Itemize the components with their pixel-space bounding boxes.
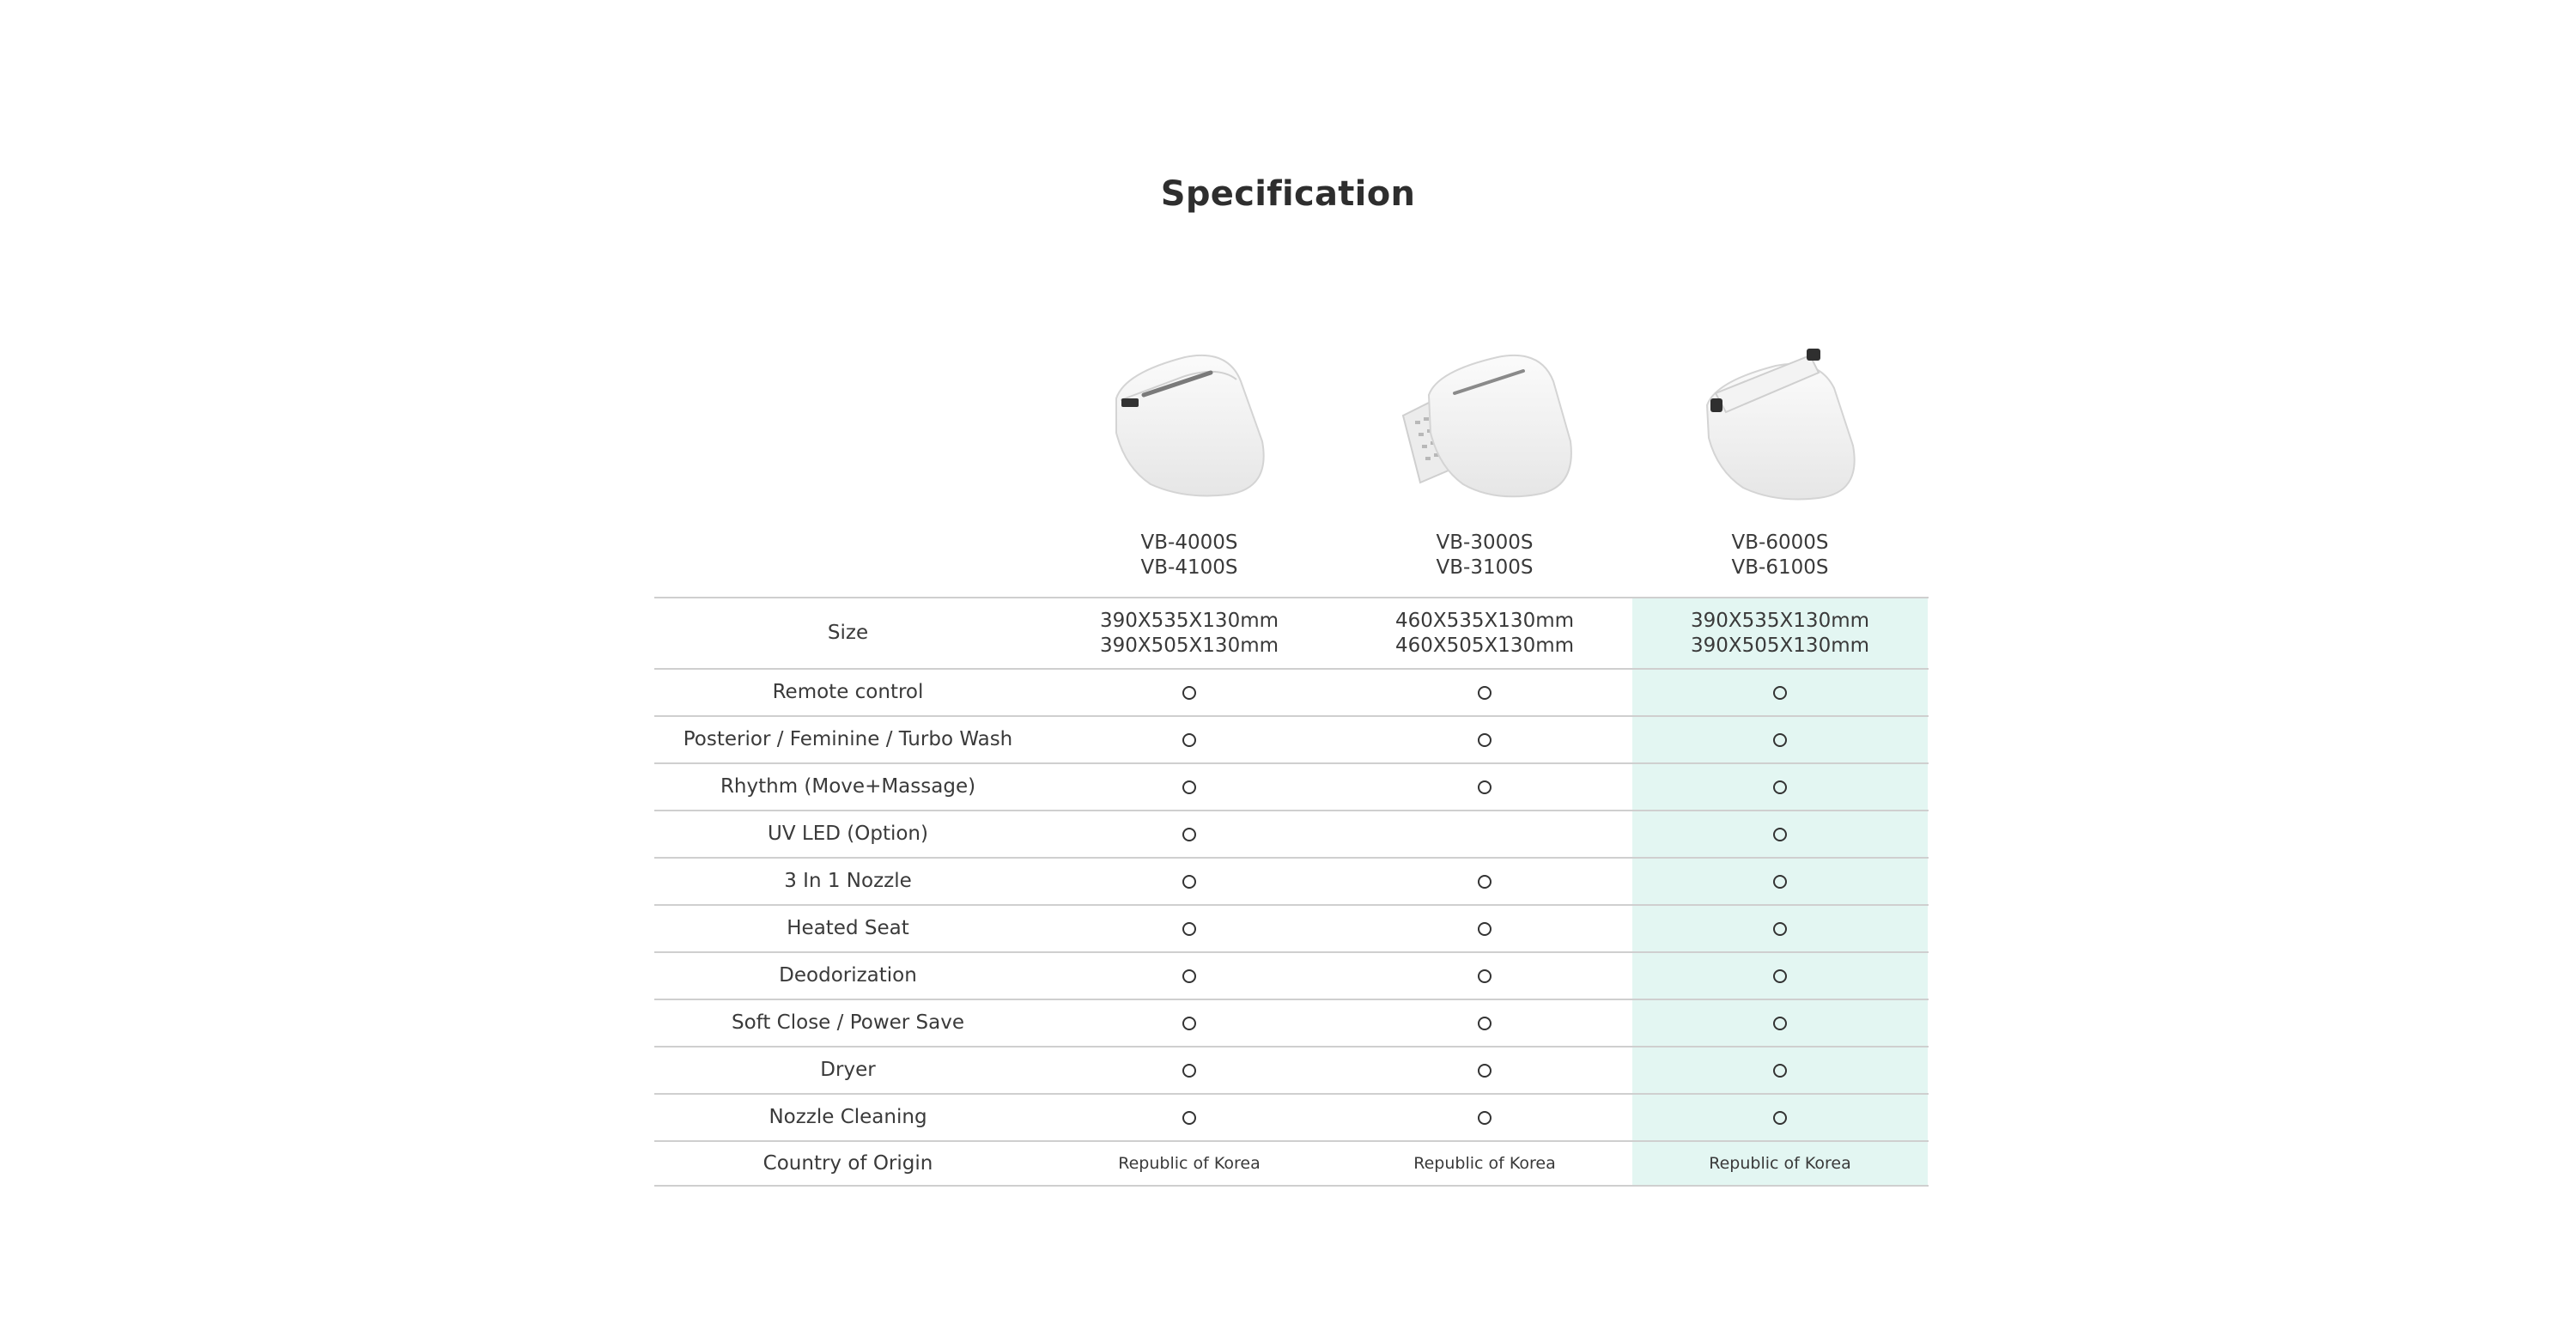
supported-circle-icon bbox=[1182, 875, 1196, 889]
supported-circle-icon bbox=[1182, 686, 1196, 700]
product-model-secondary: VB-6100S bbox=[1731, 556, 1829, 579]
table-row bbox=[654, 953, 1929, 1000]
supported-circle-icon bbox=[1773, 1111, 1787, 1125]
feature-cell bbox=[1042, 1095, 1337, 1140]
row-label: Remote control bbox=[772, 681, 924, 703]
feature-cell bbox=[1042, 764, 1337, 810]
product-model-primary: VB-3000S bbox=[1436, 531, 1534, 554]
feature-cell bbox=[1632, 953, 1928, 999]
size-line-2: 460X505X130mm bbox=[1394, 634, 1575, 657]
table-row bbox=[654, 906, 1929, 953]
row-label: Deodorization bbox=[779, 964, 917, 987]
supported-circle-icon bbox=[1182, 828, 1196, 841]
supported-circle-icon bbox=[1182, 1111, 1196, 1125]
feature-cell bbox=[1042, 953, 1337, 999]
table-row bbox=[654, 1047, 1929, 1095]
size-value-3 bbox=[1632, 598, 1928, 668]
product-column-2 bbox=[1337, 338, 1632, 597]
feature-cell bbox=[1632, 670, 1928, 715]
supported-circle-icon bbox=[1182, 969, 1196, 983]
supported-circle-icon bbox=[1182, 1017, 1196, 1030]
size-value-1 bbox=[1042, 598, 1337, 668]
origin-value-3: Republic of Korea bbox=[1632, 1142, 1928, 1185]
supported-circle-icon bbox=[1478, 733, 1492, 747]
supported-circle-icon bbox=[1773, 733, 1787, 747]
table-row bbox=[654, 811, 1929, 859]
spec-table bbox=[654, 338, 1929, 1187]
feature-cell bbox=[1337, 906, 1632, 951]
supported-circle-icon bbox=[1182, 780, 1196, 794]
supported-circle-icon bbox=[1182, 1064, 1196, 1078]
row-label: UV LED (Option) bbox=[768, 823, 928, 845]
product-name-2 bbox=[1337, 531, 1632, 580]
page-title: Specification bbox=[1160, 174, 1416, 214]
product-model-secondary: VB-4100S bbox=[1140, 556, 1238, 579]
header-spacer bbox=[654, 338, 1042, 597]
product-model-primary: VB-6000S bbox=[1731, 531, 1829, 554]
feature-cell bbox=[1632, 906, 1928, 951]
supported-circle-icon bbox=[1478, 875, 1492, 889]
supported-circle-icon bbox=[1182, 733, 1196, 747]
row-label: Dryer bbox=[820, 1059, 876, 1081]
bidet-seat-image-2 bbox=[1386, 338, 1583, 510]
feature-cell bbox=[1632, 859, 1928, 904]
feature-cell bbox=[1337, 953, 1632, 999]
table-row bbox=[654, 859, 1929, 906]
product-name-1 bbox=[1042, 531, 1337, 580]
supported-circle-icon bbox=[1478, 969, 1492, 983]
row-label: Size bbox=[827, 622, 869, 644]
row-label: Country of Origin bbox=[762, 1151, 933, 1175]
product-name-3 bbox=[1632, 531, 1928, 580]
size-line-1: 390X535X130mm bbox=[1099, 609, 1279, 632]
feature-cell bbox=[1337, 717, 1632, 762]
supported-circle-icon bbox=[1478, 922, 1492, 936]
supported-circle-icon bbox=[1773, 1064, 1787, 1078]
feature-cell bbox=[1042, 906, 1337, 951]
supported-circle-icon bbox=[1773, 780, 1787, 794]
supported-circle-icon bbox=[1478, 1064, 1492, 1078]
product-model-primary: VB-4000S bbox=[1140, 531, 1238, 554]
bidet-seat-image-3 bbox=[1681, 338, 1879, 510]
table-row bbox=[654, 1095, 1929, 1142]
row-label: Posterior / Feminine / Turbo Wash bbox=[683, 728, 1013, 750]
table-row bbox=[654, 717, 1929, 764]
feature-rows bbox=[654, 670, 1929, 1142]
product-header-row bbox=[654, 338, 1929, 597]
size-line-2: 390X505X130mm bbox=[1690, 634, 1870, 657]
spec-rows bbox=[654, 597, 1929, 1187]
size-line-1: 460X535X130mm bbox=[1394, 609, 1575, 632]
product-column-3 bbox=[1632, 338, 1928, 597]
supported-circle-icon bbox=[1773, 969, 1787, 983]
origin-value-2: Republic of Korea bbox=[1413, 1153, 1556, 1173]
feature-cell bbox=[1632, 1095, 1928, 1140]
supported-circle-icon bbox=[1773, 875, 1787, 889]
row-label: 3 In 1 Nozzle bbox=[784, 870, 912, 892]
supported-circle-icon bbox=[1182, 922, 1196, 936]
feature-cell bbox=[1632, 764, 1928, 810]
feature-cell bbox=[1337, 859, 1632, 904]
feature-cell bbox=[1337, 670, 1632, 715]
feature-cell bbox=[1337, 1000, 1632, 1046]
table-row-origin bbox=[654, 1142, 1929, 1187]
table-row bbox=[654, 764, 1929, 811]
row-label: Heated Seat bbox=[787, 917, 909, 939]
feature-cell bbox=[1632, 811, 1928, 857]
feature-cell bbox=[1042, 670, 1337, 715]
product-model-secondary: VB-3100S bbox=[1436, 556, 1534, 579]
feature-cell bbox=[1337, 1095, 1632, 1140]
table-row-size bbox=[654, 598, 1929, 670]
feature-cell bbox=[1632, 1000, 1928, 1046]
feature-cell bbox=[1042, 1000, 1337, 1046]
feature-cell bbox=[1632, 1047, 1928, 1093]
bidet-seat-image-1 bbox=[1091, 338, 1288, 510]
supported-circle-icon bbox=[1478, 780, 1492, 794]
product-column-1 bbox=[1042, 338, 1337, 597]
feature-cell bbox=[1042, 811, 1337, 857]
row-label: Soft Close / Power Save bbox=[731, 1011, 965, 1034]
supported-circle-icon bbox=[1478, 1111, 1492, 1125]
supported-circle-icon bbox=[1773, 686, 1787, 700]
size-value-2 bbox=[1337, 598, 1632, 668]
feature-cell bbox=[1042, 717, 1337, 762]
row-label: Nozzle Cleaning bbox=[769, 1106, 927, 1128]
supported-circle-icon bbox=[1478, 1017, 1492, 1030]
feature-cell bbox=[1337, 811, 1632, 857]
size-line-2: 390X505X130mm bbox=[1099, 634, 1279, 657]
feature-cell bbox=[1632, 717, 1928, 762]
table-row bbox=[654, 1000, 1929, 1047]
supported-circle-icon bbox=[1478, 686, 1492, 700]
feature-cell bbox=[1337, 1047, 1632, 1093]
table-row bbox=[654, 670, 1929, 717]
size-line-1: 390X535X130mm bbox=[1690, 609, 1870, 632]
origin-value-1: Republic of Korea bbox=[1118, 1153, 1261, 1173]
feature-cell bbox=[1042, 859, 1337, 904]
feature-cell bbox=[1042, 1047, 1337, 1093]
supported-circle-icon bbox=[1773, 828, 1787, 841]
row-label: Rhythm (Move+Massage) bbox=[720, 775, 976, 798]
feature-cell bbox=[1337, 764, 1632, 810]
supported-circle-icon bbox=[1773, 1017, 1787, 1030]
supported-circle-icon bbox=[1773, 922, 1787, 936]
